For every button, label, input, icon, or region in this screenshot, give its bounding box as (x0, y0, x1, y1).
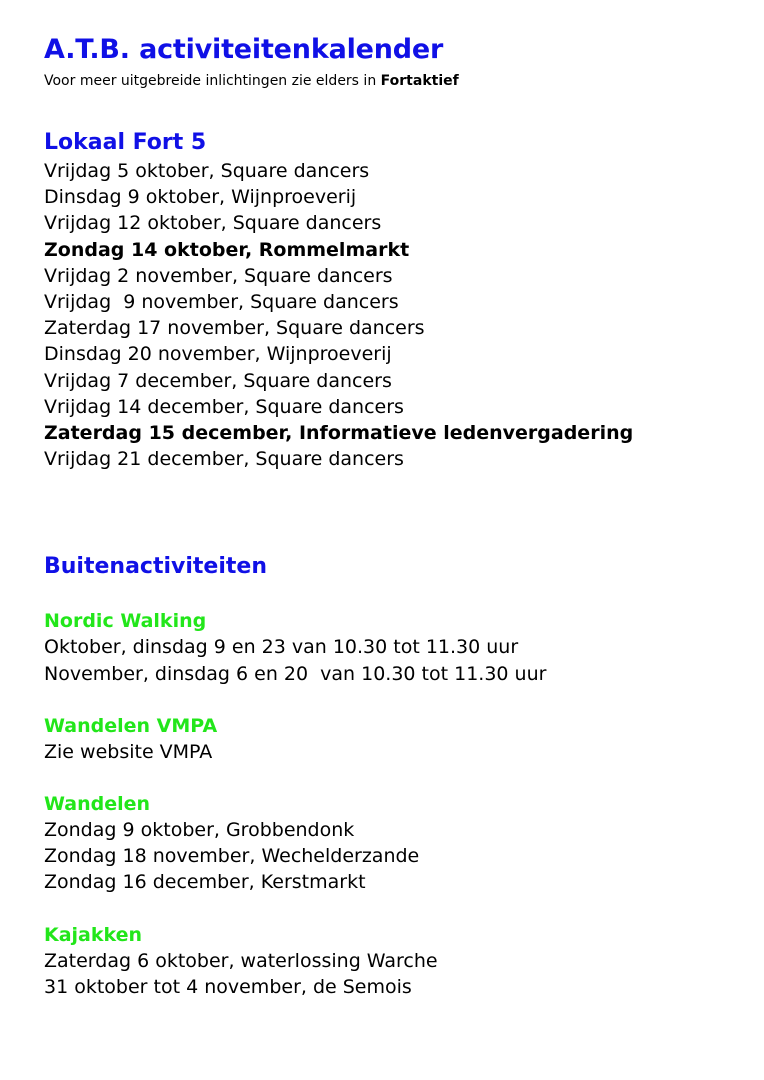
group-list (44, 817, 744, 896)
lokaal-item: Dinsdag 20 november, Wijnproeverij (44, 343, 392, 366)
activity-group-wandelen-vmpa (44, 713, 744, 765)
activity-group-wandelen (44, 791, 744, 896)
lokaal-item: Vrijdag 5 oktober, Square dancers (44, 160, 370, 182)
buiten-section (44, 552, 744, 1000)
lokaal-list (44, 158, 744, 472)
group-item: Zondag 18 november, Wechelderzande (44, 845, 420, 868)
activity-group-nordic-walking (44, 608, 744, 686)
lokaal-heading: Lokaal Fort 5 (44, 130, 207, 155)
calendar-page (44, 30, 744, 1000)
lokaal-item: Dinsdag 9 oktober, Wijnproeverij (44, 186, 357, 209)
lokaal-item: Vrijdag 21 december, Square dancers (44, 448, 404, 471)
group-list (44, 739, 744, 765)
subtitle-text: Voor meer uitgebreide inlichtingen zie elders in (44, 73, 381, 89)
lokaal-item: Vrijdag 9 november, Square dancers (44, 291, 399, 314)
group-heading: Wandelen VMPA (44, 714, 218, 737)
buiten-heading: Buitenactiviteiten (44, 554, 267, 580)
lokaal-item: Zondag 14 oktober, Rommelmarkt (44, 238, 410, 261)
group-list (44, 634, 744, 686)
lokaal-item: Zaterdag 15 december, Informatieve ledenvergadering (44, 422, 634, 445)
group-item: Oktober, dinsdag 9 en 23 van 10.30 tot 11.30 uur (44, 636, 519, 659)
subtitle-magazine-name: Fortaktief (380, 73, 459, 89)
group-heading: Wandelen (44, 793, 151, 816)
group-heading: Nordic Walking (44, 610, 207, 633)
lokaal-item: Vrijdag 2 november, Square dancers (44, 264, 393, 287)
group-list (44, 948, 744, 1000)
group-item: Zondag 16 december, Kerstmarkt (44, 871, 366, 894)
group-item: 31 oktober tot 4 november, de Semois (44, 975, 412, 998)
lokaal-item: Vrijdag 14 december, Square dancers (44, 395, 404, 418)
group-item: Zaterdag 6 oktober, waterlossing Warche (44, 949, 438, 972)
group-item: Zie website VMPA (44, 740, 213, 763)
lokaal-item: Vrijdag 7 december, Square dancers (44, 369, 392, 392)
lokaal-item: Vrijdag 12 oktober, Square dancers (44, 212, 382, 235)
lokaal-item: Zaterdag 17 november, Square dancers (44, 317, 425, 340)
group-heading: Kajakken (44, 923, 143, 946)
group-item: Zondag 9 oktober, Grobbendonk (44, 819, 355, 842)
activity-group-kajakken (44, 922, 744, 1000)
page-title: A.T.B. activiteitenkalender (44, 34, 444, 65)
page-subtitle (44, 70, 744, 92)
lokaal-section (44, 128, 744, 472)
group-item: November, dinsdag 6 en 20 van 10.30 tot 11.30 uur (44, 662, 547, 685)
